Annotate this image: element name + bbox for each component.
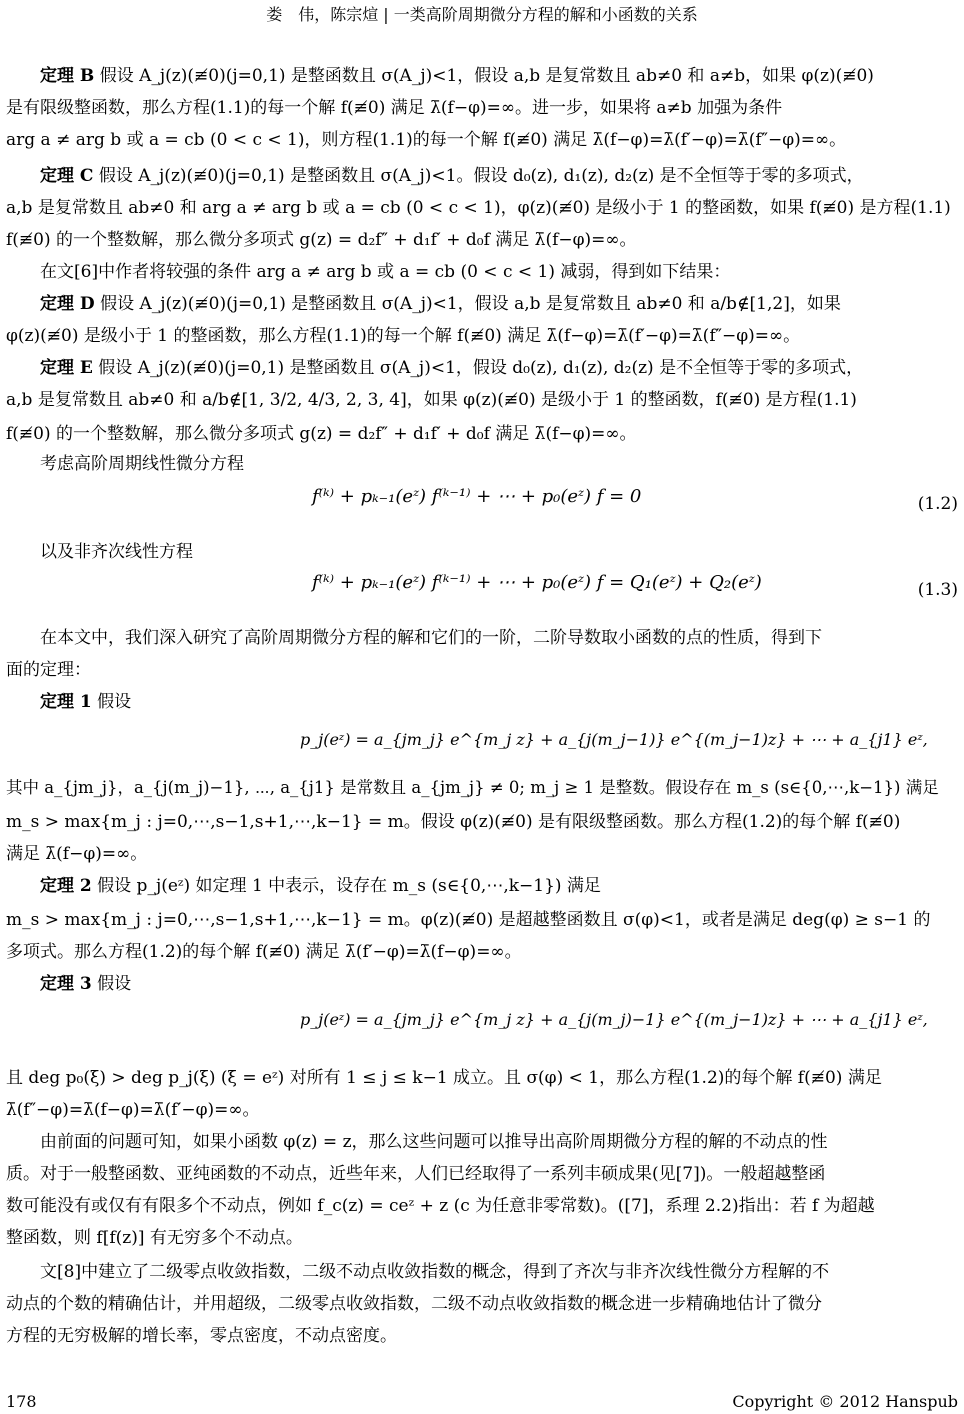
equation-1-3 <box>0 572 964 612</box>
theorem-e-line3: f(≢0) 的一个整数解，那么微分多项式 g(z) = d₂f″ + d₁f′ + d₀f 满足 λ̄(f−φ)=∞。 <box>6 424 637 444</box>
theorem-c-line1: 假设 A_j(z)(≢0)(j=0,1) 是整函数且 σ(A_j)<1。假设 d₀(z), d₁(z), d₂(z) 是不全恒等于零的多项式， <box>98 166 864 186</box>
theorem-2-line2: m_s > max{m_j : j=0,⋯,s−1,s+1,⋯,k−1} = m。φ(z)(≢0) 是超越整函数且 σ(φ)<1，或者是满足 deg(φ) ≥ s−1 的 <box>6 910 931 930</box>
theorem-b-line3: arg a ≠ arg b 或 a = cb (0 < c < 1)，则方程(1.1)的每一个解 f(≢0) 满足 λ̄(f−φ)=λ̄(f′−φ)=λ̄(f″−φ)=∞。 <box>6 130 847 150</box>
theorem-1-line1: 其中 a_{jm_j}，a_{j(m_j)−1}, ⋯, a_{j1} 是常数且 a_{jm_j} ≠ 0; m_j ≥ 1 是整数。假设存在 m_s (s∈{0,⋯,k−1}) 满足 <box>6 778 939 797</box>
page-number: 178 <box>6 1392 37 1411</box>
small-function-paragraph-line2: 质。对于一般整函数、亚纯函数的不动点，近些年来，人们已经取得了一系列丰硕成果(见[7])。一般超越整函 <box>6 1164 826 1184</box>
equation-1-2-number: (1.2) <box>917 494 958 514</box>
theorem-1 <box>6 686 960 718</box>
theorem-e-line1: 假设 A_j(z)(≢0)(j=0,1) 是整函数且 σ(A_j)<1，假设 d₀(z), d₁(z), d₂(z) 是不全恒等于零的多项式， <box>98 358 864 378</box>
equation-intro-1: 考虑高阶周期线性微分方程 <box>40 454 244 474</box>
theorem-3-equation-body: p_j(eᶻ) = a_{jm_j} e^{m_j z} + a_{j(m_j)−1} e^{(m_j−1)z} + ⋯ + a_{j1} eᶻ, <box>300 1010 928 1029</box>
theorem-d-intro: 在文[6]中作者将较强的条件 arg a ≠ arg b 或 a = cb (0 < c < 1) 减弱，得到如下结果： <box>40 262 731 282</box>
theorem-c-line2: a,b 是复常数且 ab≠0 和 arg a ≠ arg b 或 a = cb (0 < c < 1)，φ(z)(≢0) 是级小于 1 的整函数，如果 f(≢0) 是方程(1.1) <box>6 198 951 218</box>
theorem-1-line2: m_s > max{m_j : j=0,⋯,s−1,s+1,⋯,k−1} = m。假设 φ(z)(≢0) 是有限级整函数。那么方程(1.2)的每个解 f(≢0) <box>6 812 901 832</box>
theorem-1-assume: 假设 <box>97 692 132 712</box>
theorem-1-equation <box>0 730 964 770</box>
theorem-1-line3: 满足 λ̄(f−φ)=∞。 <box>6 844 148 864</box>
theorem-c-line3: f(≢0) 的一个整数解，那么微分多项式 g(z) = d₂f″ + d₁f′ + d₀f 满足 λ̄(f−φ)=∞。 <box>6 230 637 250</box>
theorem-1-equation-body: p_j(eᶻ) = a_{jm_j} e^{m_j z} + a_{j(m_j−1)} e^{(m_j−1)z} + ⋯ + a_{j1} eᶻ, <box>300 730 928 749</box>
equation-intro-2: 以及非齐次线性方程 <box>40 542 193 562</box>
theorem-2-line3: 多项式。那么方程(1.2)的每个解 f(≢0) 满足 λ̄(f′−φ)=λ̄(f−φ)=∞。 <box>6 942 522 962</box>
ref8-paragraph-line3: 方程的无穷极解的增长率，零点密度，不动点密度。 <box>6 1326 397 1346</box>
small-function-paragraph-line1: 由前面的问题可知，如果小函数 φ(z) = z，那么这些问题可以推导出高阶周期微分方程的解的不动点的性 <box>40 1132 828 1152</box>
theorem-b-line1: 假设 A_j(z)(≢0)(j=0,1) 是整函数且 σ(A_j)<1，假设 a,b 是复常数且 ab≠0 和 a≠b，如果 φ(z)(≢0) <box>99 66 874 86</box>
theorem-d <box>6 288 960 320</box>
theorem-e <box>6 352 960 384</box>
theorem-d-line1: 假设 A_j(z)(≢0)(j=0,1) 是整函数且 σ(A_j)<1，假设 a,b 是复常数且 ab≠0 和 a/b∉[1,2]，如果 <box>100 294 841 314</box>
theorem-3 <box>6 968 960 1000</box>
theorem-e-label: 定理 E <box>40 358 93 378</box>
theorem-2-label: 定理 2 <box>40 876 92 896</box>
theorem-b-label: 定理 B <box>40 66 95 86</box>
theorem-b <box>6 60 960 92</box>
theorem-3-line1: 且 deg p₀(ξ) > deg p_j(ξ) (ξ = eᶻ) 对所有 1 ≤ j ≤ k−1 成立。且 σ(φ) < 1，那么方程(1.2)的每个解 f(≢0) 满足 <box>6 1068 882 1088</box>
equation-1-2-body: f⁽ᵏ⁾ + pₖ₋₁(eᶻ) f⁽ᵏ⁻¹⁾ + ⋯ + p₀(eᶻ) f = 0 <box>312 486 642 507</box>
theorem-d-line2: φ(z)(≢0) 是级小于 1 的整函数，那么方程(1.1)的每一个解 f(≢0) 满足 λ̄(f−φ)=λ̄(f′−φ)=λ̄(f″−φ)=∞。 <box>6 326 801 346</box>
theorem-3-equation <box>0 1010 964 1050</box>
theorem-2-line1: 假设 p_j(eᶻ) 如定理 1 中表示，设存在 m_s (s∈{0,⋯,k−1}) 满足 <box>97 876 601 896</box>
theorem-2 <box>6 870 960 902</box>
theorem-c-label: 定理 C <box>40 166 94 186</box>
intro-paragraph-line1: 在本文中，我们深入研究了高阶周期微分方程的解和它们的一阶，二阶导数取小函数的点的性质，得到下 <box>40 628 822 648</box>
ref8-paragraph-line2: 动点的个数的精确估计，并用超级，二级零点收敛指数，二级不动点收敛指数的概念进一步精确地估计了微分 <box>6 1294 822 1314</box>
equation-1-3-body: f⁽ᵏ⁾ + pₖ₋₁(eᶻ) f⁽ᵏ⁻¹⁾ + ⋯ + p₀(eᶻ) f = Q₁(eᶻ) + Q₂(eᶻ) <box>312 572 762 593</box>
equation-1-2 <box>0 486 964 526</box>
theorem-3-label: 定理 3 <box>40 974 92 994</box>
intro-paragraph-line2: 面的定理： <box>6 660 91 680</box>
small-function-paragraph-line3: 数可能没有或仅有有限多个不动点，例如 f_c(z) = ceᶻ + z (c 为任意非零常数)。([7]，系理 2.2)指出：若 f 为超越 <box>6 1196 875 1216</box>
equation-1-3-number: (1.3) <box>917 580 958 600</box>
theorem-c <box>6 160 960 192</box>
theorem-e-line2: a,b 是复常数且 ab≠0 和 a/b∉[1, 3/2, 4/3, 2, 3, 4]，如果 φ(z)(≢0) 是级小于 1 的整函数，f(≢0) 是方程(1.1) <box>6 390 857 410</box>
theorem-3-line2: λ̄(f″−φ)=λ̄(f−φ)=λ̄(f′−φ)=∞。 <box>6 1100 260 1120</box>
running-header: 娄 伟，陈宗煊 | 一类高阶周期微分方程的解和小函数的关系 <box>266 5 698 24</box>
small-function-paragraph-line4: 整函数，则 f[f(z)] 有无穷多个不动点。 <box>6 1228 303 1248</box>
ref8-paragraph-line1: 文[8]中建立了二级零点收敛指数，二级不动点收敛指数的概念，得到了齐次与非齐次线性微分方程解的不 <box>40 1262 830 1282</box>
theorem-b-line2: 是有限级整函数，那么方程(1.1)的每一个解 f(≢0) 满足 λ̄(f−φ)=∞。进一步，如果将 a≠b 加强为条件 <box>6 98 783 118</box>
theorem-d-label: 定理 D <box>40 294 95 314</box>
theorem-3-assume: 假设 <box>97 974 132 994</box>
copyright-notice: Copyright © 2012 Hanspub <box>732 1392 958 1411</box>
theorem-1-label: 定理 1 <box>40 692 92 712</box>
